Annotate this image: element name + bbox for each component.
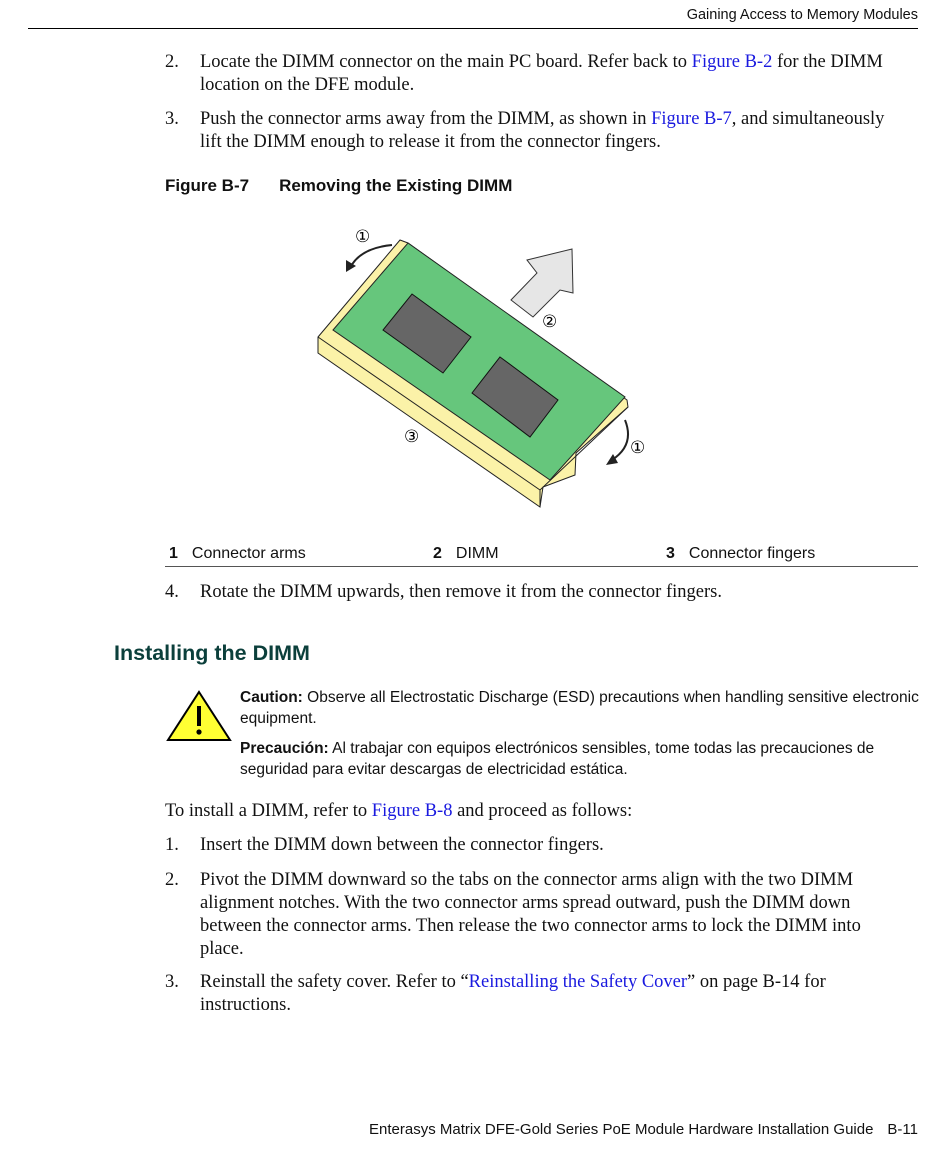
lift-arrow-icon [511, 249, 573, 317]
step-text: Rotate the DIMM upwards, then remove it from the connector fingers. [200, 582, 722, 602]
step-number: 2. [165, 870, 179, 890]
legend-item-2 [433, 545, 499, 563]
caution-label: Caution: [240, 689, 303, 706]
warning-triangle-icon [166, 690, 232, 742]
precaucion-text: Al trabajar con equipos electrónicos sensibles, tome todas las precauciones de seguridad para evitar descargas de electricidad estática. [240, 740, 875, 778]
step-text: , and simultaneously lift the DIMM enough to release it from the connector fingers. [200, 109, 885, 152]
caution-text: Observe all Electrostatic Discharge (ESD) precautions when handling sensitive electronic equipment. [240, 689, 919, 727]
step-text: Insert the DIMM down between the connector fingers. [200, 835, 604, 855]
page-number: B-11 [887, 1121, 918, 1138]
callout-1: ① [630, 438, 646, 458]
step-number: 2. [165, 52, 179, 72]
figure-title: Removing the Existing DIMM [279, 176, 513, 195]
legend-label: Connector arms [191, 545, 306, 562]
rotate-arrow-icon [612, 420, 628, 460]
intro-text: To install a DIMM, refer to [165, 801, 372, 821]
running-header: Gaining Access to Memory Modules [686, 7, 918, 23]
footer-doc-title: Enterasys Matrix DFE-Gold Series PoE Module Hardware Installation Guide [369, 1121, 874, 1138]
legend-item-3 [666, 545, 815, 563]
step-text: Locate the DIMM connector on the main PC board. Refer back to [200, 52, 692, 72]
precaucion-note [240, 738, 930, 780]
legend-number: 2 [433, 545, 442, 562]
dimm-removal-illustration [300, 210, 660, 520]
step-2-install [165, 869, 905, 961]
link-figure-b2[interactable]: Figure B-2 [691, 52, 773, 72]
install-intro [165, 800, 905, 823]
step-number: 3. [165, 109, 179, 129]
step-2-remove [165, 51, 905, 97]
step-text: Reinstall the safety cover. Refer to “ [200, 972, 469, 992]
step-text: Pivot the DIMM downward so the tabs on the connector arms align with the two DIMM alignment notches. With the two connector arms spread outward, push the DIMM down between the connector arms. Then release the two connector arms to lock the DIMM into place. [200, 870, 861, 959]
step-text: Push the connector arms away from the DIMM, as shown in [200, 109, 652, 129]
page-footer [369, 1121, 918, 1138]
header-rule [28, 28, 918, 29]
callout-2: ② [542, 312, 558, 332]
legend-item-1 [169, 545, 306, 563]
step-text: ” on page B-14 for instructions. [200, 972, 826, 1015]
legend-number: 1 [169, 545, 178, 562]
legend-label: DIMM [455, 545, 499, 562]
link-reinstalling-safety-cover[interactable]: Reinstalling the Safety Cover [468, 972, 688, 992]
step-3-install [165, 971, 905, 1017]
figure-number: Figure B-7 [165, 176, 250, 195]
callout-3: ③ [404, 427, 420, 447]
step-number: 1. [165, 835, 179, 855]
step-number: 3. [165, 972, 179, 992]
legend-label: Connector fingers [688, 545, 816, 562]
link-figure-b8[interactable]: Figure B-8 [371, 801, 453, 821]
link-figure-b7[interactable]: Figure B-7 [651, 109, 732, 129]
figure-caption [165, 176, 512, 196]
caution-note [240, 687, 930, 729]
step-4-remove [165, 581, 905, 604]
section-heading: Installing the DIMM [114, 641, 310, 665]
step-number: 4. [165, 582, 179, 602]
step-text: for the DIMM location on the DFE module. [200, 52, 883, 95]
step-3-remove [165, 108, 905, 154]
intro-text: and proceed as follows: [452, 801, 633, 821]
callout-1: ① [355, 227, 371, 247]
legend-number: 3 [666, 545, 675, 562]
precaucion-label: Precaución: [240, 740, 329, 757]
step-1-install [165, 834, 905, 857]
legend-rule [165, 566, 918, 567]
